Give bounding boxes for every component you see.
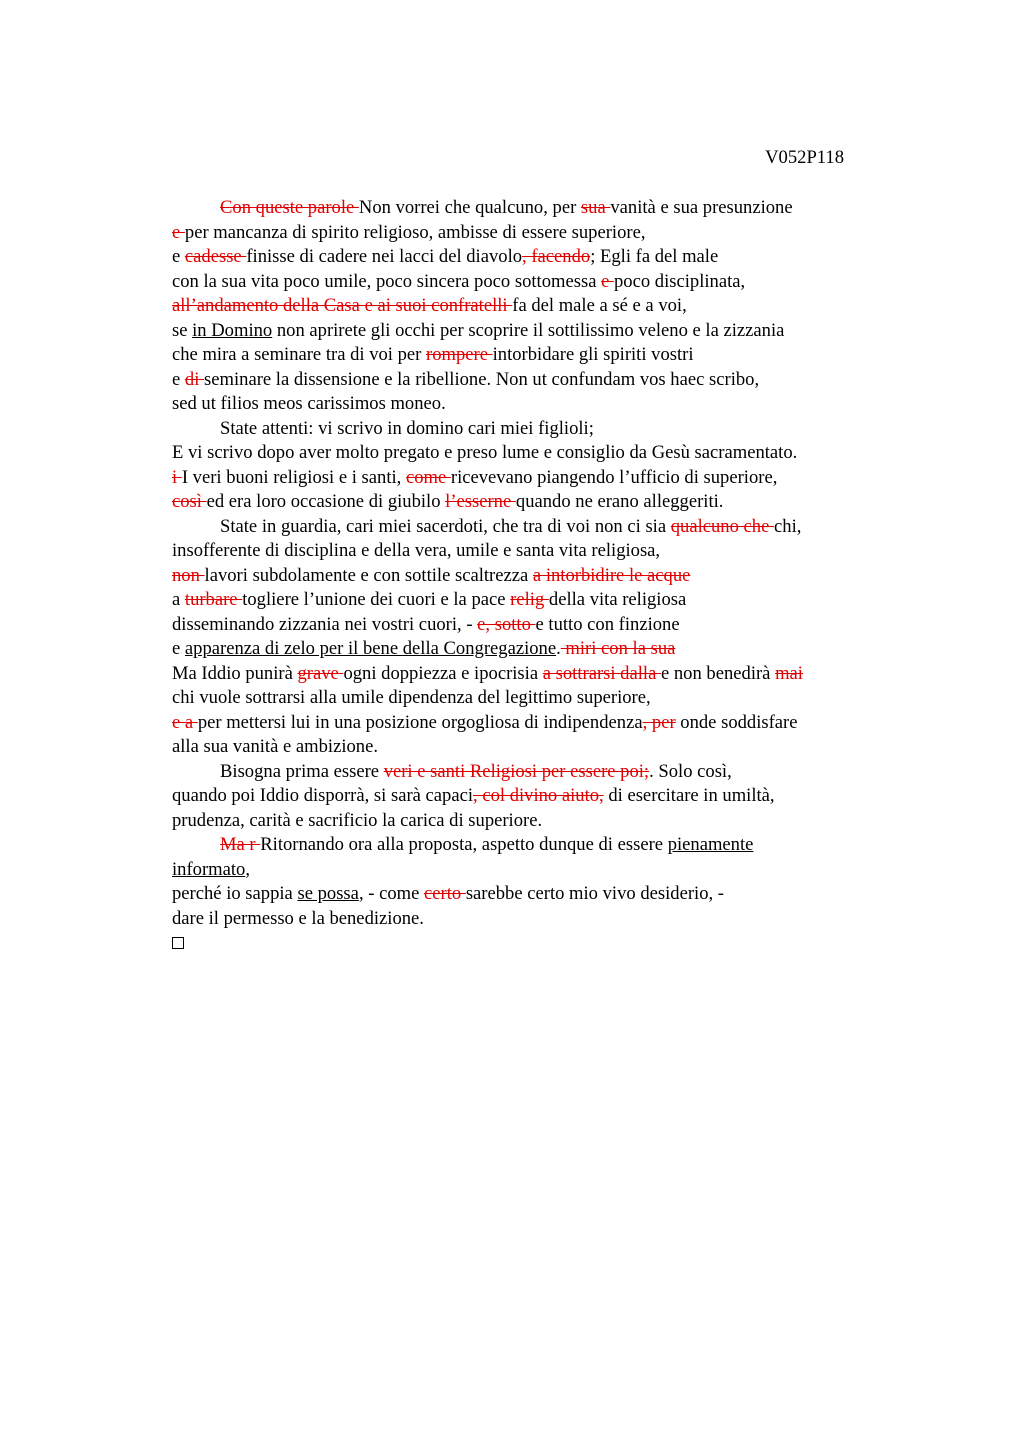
deleted-text: così bbox=[172, 491, 207, 512]
text-segment: perché io sappia bbox=[172, 883, 298, 904]
text-segment: ricevevano piangendo l’ufficio di superiore, bbox=[450, 466, 778, 488]
text-segment: State attenti: vi scrivo in domino cari miei figlioli; bbox=[220, 417, 594, 439]
text-line bbox=[172, 294, 892, 319]
text-segment: . bbox=[556, 638, 561, 659]
text-line bbox=[172, 686, 892, 711]
deleted-text: , col divino aiuto, bbox=[473, 785, 604, 806]
text-segment: vanità e sua presunzione bbox=[610, 197, 793, 218]
text-segment: insofferente di disciplina e della vera, umile e santa vita religiosa, bbox=[172, 540, 661, 561]
deleted-text: a sottrarsi dalla bbox=[542, 662, 661, 684]
text-segment: ed era loro occasione di giubilo bbox=[206, 491, 446, 512]
deleted-text: sua bbox=[580, 197, 611, 218]
text-line bbox=[172, 466, 892, 491]
text-segment: e bbox=[172, 246, 185, 267]
text-segment: quando poi Iddio disporrà, si sarà capaci bbox=[172, 785, 474, 806]
text-line bbox=[172, 784, 892, 809]
text-segment: Non vorrei che qualcuno, per bbox=[358, 197, 581, 218]
text-line bbox=[172, 515, 892, 540]
text-line bbox=[172, 735, 892, 760]
deleted-text: mai bbox=[775, 662, 803, 684]
text-segment: per mettersi lui in una posizione orgogliosa di indipendenza bbox=[197, 711, 643, 733]
text-segment: finisse di cadere nei lacci del diavolo bbox=[246, 246, 523, 267]
deleted-text: cadesse bbox=[184, 246, 247, 267]
text-line bbox=[172, 441, 892, 466]
deleted-text: miri con la sua bbox=[560, 638, 676, 659]
end-line bbox=[172, 931, 892, 956]
underlined-text: informato bbox=[172, 858, 246, 880]
text-segment: dare il permesso e la benedizione. bbox=[172, 907, 424, 929]
text-line bbox=[172, 417, 892, 442]
deleted-text: relig bbox=[510, 589, 549, 610]
text-line bbox=[172, 882, 892, 907]
text-segment: Ritornando ora alla proposta, aspetto dunque di essere bbox=[260, 834, 668, 855]
text-line bbox=[172, 858, 892, 883]
text-segment: ogni doppiezza e ipocrisia bbox=[343, 662, 543, 684]
text-segment: sed ut filios meos carissimos moneo. bbox=[172, 393, 446, 414]
deleted-text: qualcuno che bbox=[670, 515, 775, 537]
text-segment: chi, bbox=[774, 515, 802, 537]
text-segment: intorbidare gli spiriti vostri bbox=[492, 344, 694, 365]
deleted-text: veri e santi Religiosi per essere poi; bbox=[383, 760, 650, 782]
text-segment: Bisogna prima essere bbox=[220, 760, 384, 782]
text-segment: Ma Iddio punirà bbox=[172, 662, 298, 684]
text-segment: seminare la dissensione e la ribellione. Non ut confundam vos haec scribo, bbox=[204, 368, 760, 390]
deleted-text: di bbox=[184, 368, 205, 390]
deleted-text: e bbox=[172, 221, 185, 243]
text-line bbox=[172, 196, 892, 221]
text-line bbox=[172, 221, 892, 246]
text-segment: se bbox=[172, 319, 193, 341]
text-line bbox=[172, 319, 892, 344]
deleted-text: grave bbox=[297, 662, 344, 684]
text-segment: onde soddisfare bbox=[675, 711, 798, 733]
deleted-text: e a bbox=[172, 711, 198, 733]
deleted-text: , per bbox=[642, 711, 676, 733]
text-segment: E vi scrivo dopo aver molto pregato e preso lume e consiglio da Gesù sacramentato. bbox=[172, 442, 798, 463]
text-segment: e bbox=[172, 638, 185, 659]
deleted-text: a intorbidire le acque bbox=[532, 564, 691, 586]
text-line bbox=[172, 343, 892, 368]
underlined-text: in Domino bbox=[192, 319, 273, 341]
text-segment: lavori subdolamente e con sottile scaltrezza bbox=[204, 564, 533, 586]
text-segment: sarebbe certo mio vivo desiderio, - bbox=[465, 883, 724, 904]
underlined-text: se possa bbox=[297, 883, 359, 904]
text-line bbox=[172, 392, 892, 417]
text-segment: poco disciplinata, bbox=[614, 270, 746, 292]
text-segment: a bbox=[172, 589, 185, 610]
text-line bbox=[172, 907, 892, 932]
text-line bbox=[172, 760, 892, 785]
text-line bbox=[172, 637, 892, 662]
text-line bbox=[172, 539, 892, 564]
underlined-text: pienamente bbox=[667, 834, 754, 855]
text-segment: e bbox=[172, 368, 185, 390]
text-segment: , bbox=[245, 858, 250, 880]
text-segment: ; Egli fa del male bbox=[590, 246, 719, 267]
letter-body bbox=[172, 196, 892, 956]
text-segment: fa del male a sé e a voi, bbox=[512, 295, 687, 316]
deleted-text: non bbox=[172, 564, 205, 586]
text-segment: . Solo così, bbox=[649, 760, 732, 782]
deleted-text: Con queste parole bbox=[220, 197, 359, 218]
deleted-text: , facendo bbox=[522, 246, 591, 267]
deleted-text: Ma r bbox=[220, 834, 261, 855]
text-segment: e tutto con finzione bbox=[535, 613, 680, 635]
text-line bbox=[172, 588, 892, 613]
deleted-text: come bbox=[405, 466, 451, 488]
deleted-text: turbare bbox=[184, 589, 243, 610]
text-segment: non aprirete gli occhi per scoprire il sottilissimo veleno e la zizzania bbox=[272, 319, 785, 341]
text-segment: togliere l’unione dei cuori e la pace bbox=[242, 589, 511, 610]
page-identifier: V052P118 bbox=[765, 147, 844, 168]
text-line bbox=[172, 662, 892, 687]
text-segment: alla sua vanità e ambizione. bbox=[172, 736, 378, 757]
deleted-text: e bbox=[601, 270, 614, 292]
deleted-text: rompere bbox=[426, 344, 493, 365]
text-segment: chi vuole sottrarsi alla umile dipendenza del legittimo superiore, bbox=[172, 687, 651, 708]
text-segment: di esercitare in umiltà, bbox=[603, 785, 775, 806]
text-segment: con la sua vita poco umile, poco sincera poco sottomessa bbox=[172, 270, 602, 292]
text-line bbox=[172, 270, 892, 295]
deleted-text: l’esserne bbox=[445, 491, 516, 512]
text-line bbox=[172, 245, 892, 270]
text-line bbox=[172, 809, 892, 834]
deleted-text: i bbox=[172, 466, 182, 488]
text-segment: disseminando zizzania nei vostri cuori, - bbox=[172, 613, 478, 635]
underlined-text: apparenza di zelo per il bene della Congregazione bbox=[184, 638, 557, 659]
text-line bbox=[172, 613, 892, 638]
text-segment: che mira a seminare tra di voi per bbox=[172, 344, 427, 365]
text-line bbox=[172, 833, 892, 858]
deleted-text: all’andamento della Casa e ai suoi confratelli bbox=[172, 295, 513, 316]
deleted-text: certo bbox=[424, 883, 466, 904]
text-segment: prudenza, carità e sacrificio la carica di superiore. bbox=[172, 809, 543, 831]
end-marker-box-icon bbox=[172, 937, 184, 949]
text-segment: State in guardia, cari miei sacerdoti, che tra di voi non ci sia bbox=[220, 515, 671, 537]
text-segment: , - come bbox=[358, 883, 424, 904]
text-line bbox=[172, 490, 892, 515]
text-line bbox=[172, 368, 892, 393]
text-segment: quando ne erano alleggeriti. bbox=[515, 491, 724, 512]
text-segment: della vita religiosa bbox=[548, 589, 687, 610]
deleted-text: e, sotto bbox=[477, 613, 536, 635]
text-line bbox=[172, 711, 892, 736]
text-line bbox=[172, 564, 892, 589]
text-segment: per mancanza di spirito religioso, ambisse di essere superiore, bbox=[184, 221, 646, 243]
text-segment: e non benedirà bbox=[660, 662, 776, 684]
text-segment: I veri buoni religiosi e i santi, bbox=[181, 466, 406, 488]
